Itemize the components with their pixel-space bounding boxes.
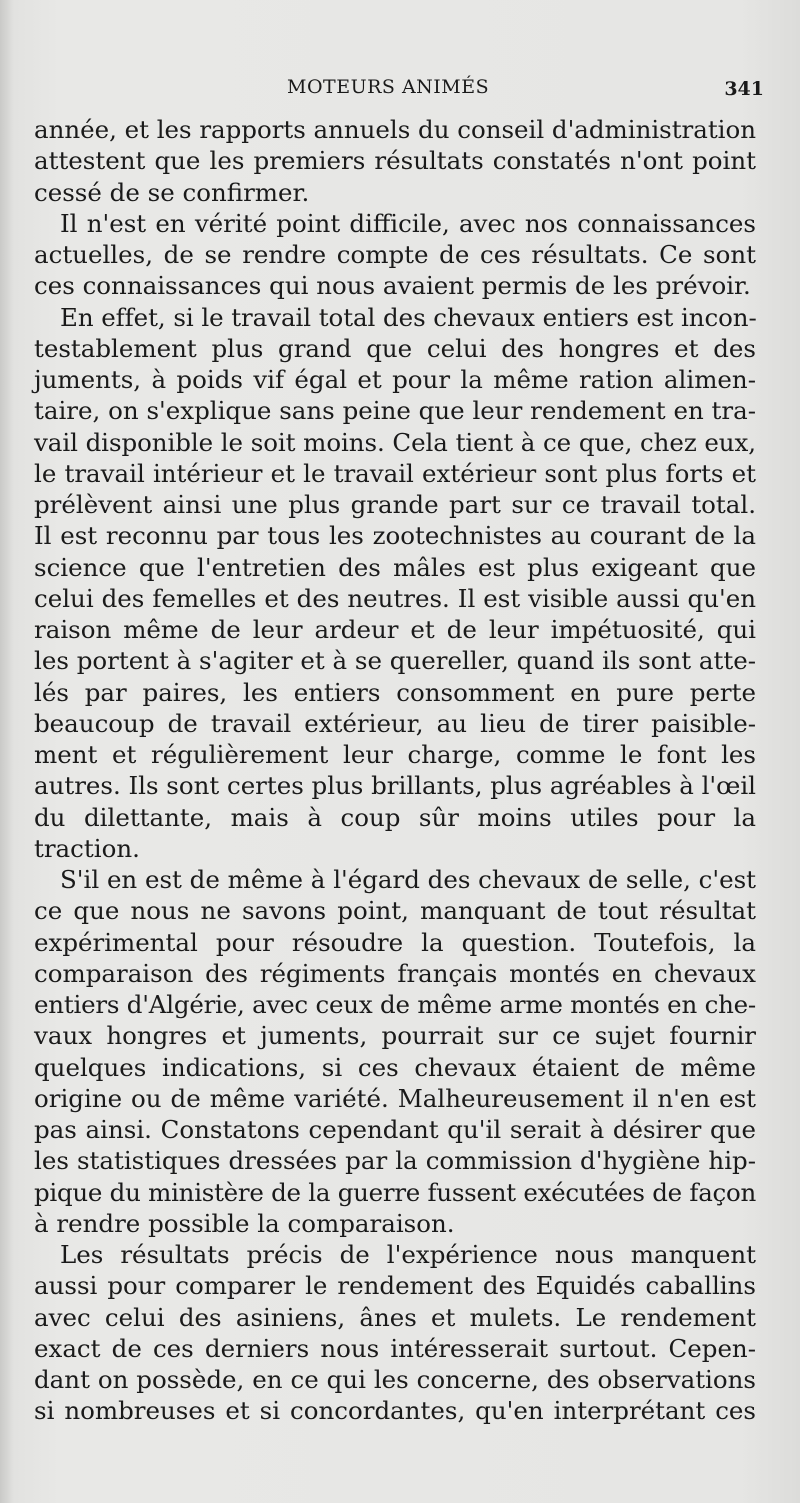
text-line: S'il en est de même à l'égard des chevaux de selle, c'est	[60, 865, 756, 894]
text-line: les statistiques dressées par la commission d'hygiène hip-	[34, 1146, 756, 1176]
page-number: 341	[724, 78, 764, 100]
text-line: testablement plus grand que celui des hongres et des	[34, 333, 756, 363]
text-line: prélèvent ainsi une plus grande part sur ce travail total.	[34, 490, 756, 519]
text-line: dant on possède, en ce qui les concerne, des observations	[34, 1365, 756, 1394]
text-line: exact de ces derniers nous intéresserait surtout. Cepen-	[34, 1333, 756, 1363]
text-line: à rendre possible la comparaison.	[34, 1208, 455, 1238]
paragraph	[34, 114, 756, 208]
text-line: celui des femelles et des neutres. Il est visible aussi qu'en	[34, 583, 756, 613]
text-line: année, et les rapports annuels du conseil d'administration	[34, 115, 756, 144]
text-line: avec celui des asiniens, ânes et mulets. Le rendement	[34, 1302, 756, 1332]
paragraph	[34, 208, 756, 302]
text-line: pas ainsi. Constatons cependant qu'il serait à désirer que	[34, 1115, 756, 1144]
text-line: Il n'est en vérité point difficile, avec nos connaissances	[60, 208, 756, 238]
text-line: raison même de leur ardeur et de leur impétuosité, qui	[34, 615, 756, 644]
text-line: les portent à s'agiter et à se quereller, quand ils sont atte-	[34, 646, 756, 676]
text-line: si nombreuses et si concordantes, qu'en interprétant ces	[34, 1396, 756, 1426]
text-line: le travail intérieur et le travail extérieur sont plus forts et	[34, 458, 756, 488]
paragraph	[34, 864, 756, 1239]
text-line: Il est reconnu par tous les zootechnistes au courant de la	[34, 521, 756, 551]
text-line: actuelles, de se rendre compte de ces résultats. Ce sont	[34, 240, 756, 269]
text-line: ces connaissances qui nous avaient permis de les prévoir.	[34, 271, 751, 301]
text-line: expérimental pour résoudre la question. Toutefois, la	[34, 927, 756, 957]
text-line: aussi pour comparer le rendement des Equidés caballins	[34, 1271, 756, 1301]
text-line: autres. Ils sont certes plus brillants, plus agréables à l'œil	[34, 771, 756, 801]
text-line: attestent que les premiers résultats constatés n'ont point	[34, 146, 756, 176]
text-line: origine ou de même variété. Malheureusement il n'en est	[34, 1083, 756, 1113]
text-line: ment et régulièrement leur charge, comme le font les	[34, 740, 756, 769]
text-line: cessé de se confirmer.	[34, 177, 310, 207]
text-line: beaucoup de travail extérieur, au lieu de tirer paisible-	[34, 708, 756, 738]
paragraph	[34, 302, 756, 865]
text-line: science que l'entretien des mâles est plus exigeant que	[34, 552, 756, 582]
text-line: vaux hongres et juments, pourrait sur ce sujet fournir	[34, 1021, 756, 1051]
text-line: comparaison des régiments français montés en chevaux	[34, 958, 756, 988]
text-line: vail disponible le soit moins. Cela tient à ce que, chez eux,	[34, 427, 756, 457]
page-header	[0, 72, 800, 108]
text-line: quelques indications, si ces chevaux étaient de même	[34, 1052, 756, 1082]
paragraph	[34, 1239, 756, 1427]
text-line: traction.	[34, 833, 140, 863]
text-line: ce que nous ne savons point, manquant de tout résultat	[34, 896, 756, 926]
body-text	[34, 114, 756, 1427]
text-line: taire, on s'explique sans peine que leur rendement en tra-	[34, 396, 756, 426]
text-line: du dilettante, mais à coup sûr moins utiles pour la	[34, 802, 756, 832]
text-line: lés par paires, les entiers consomment en pure perte	[34, 677, 756, 707]
text-line: Les résultats précis de l'expérience nous manquent	[60, 1240, 756, 1269]
text-line: juments, à poids vif égal et pour la même ration alimen-	[34, 365, 756, 394]
text-line: entiers d'Algérie, avec ceux de même arme montés en che-	[34, 990, 756, 1019]
running-title: MOTEURS ANIMÉS	[287, 76, 490, 98]
text-line: En effet, si le travail total des chevaux entiers est incon-	[60, 302, 757, 332]
text-line: pique du ministère de la guerre fussent exécutées de façon	[34, 1177, 756, 1207]
